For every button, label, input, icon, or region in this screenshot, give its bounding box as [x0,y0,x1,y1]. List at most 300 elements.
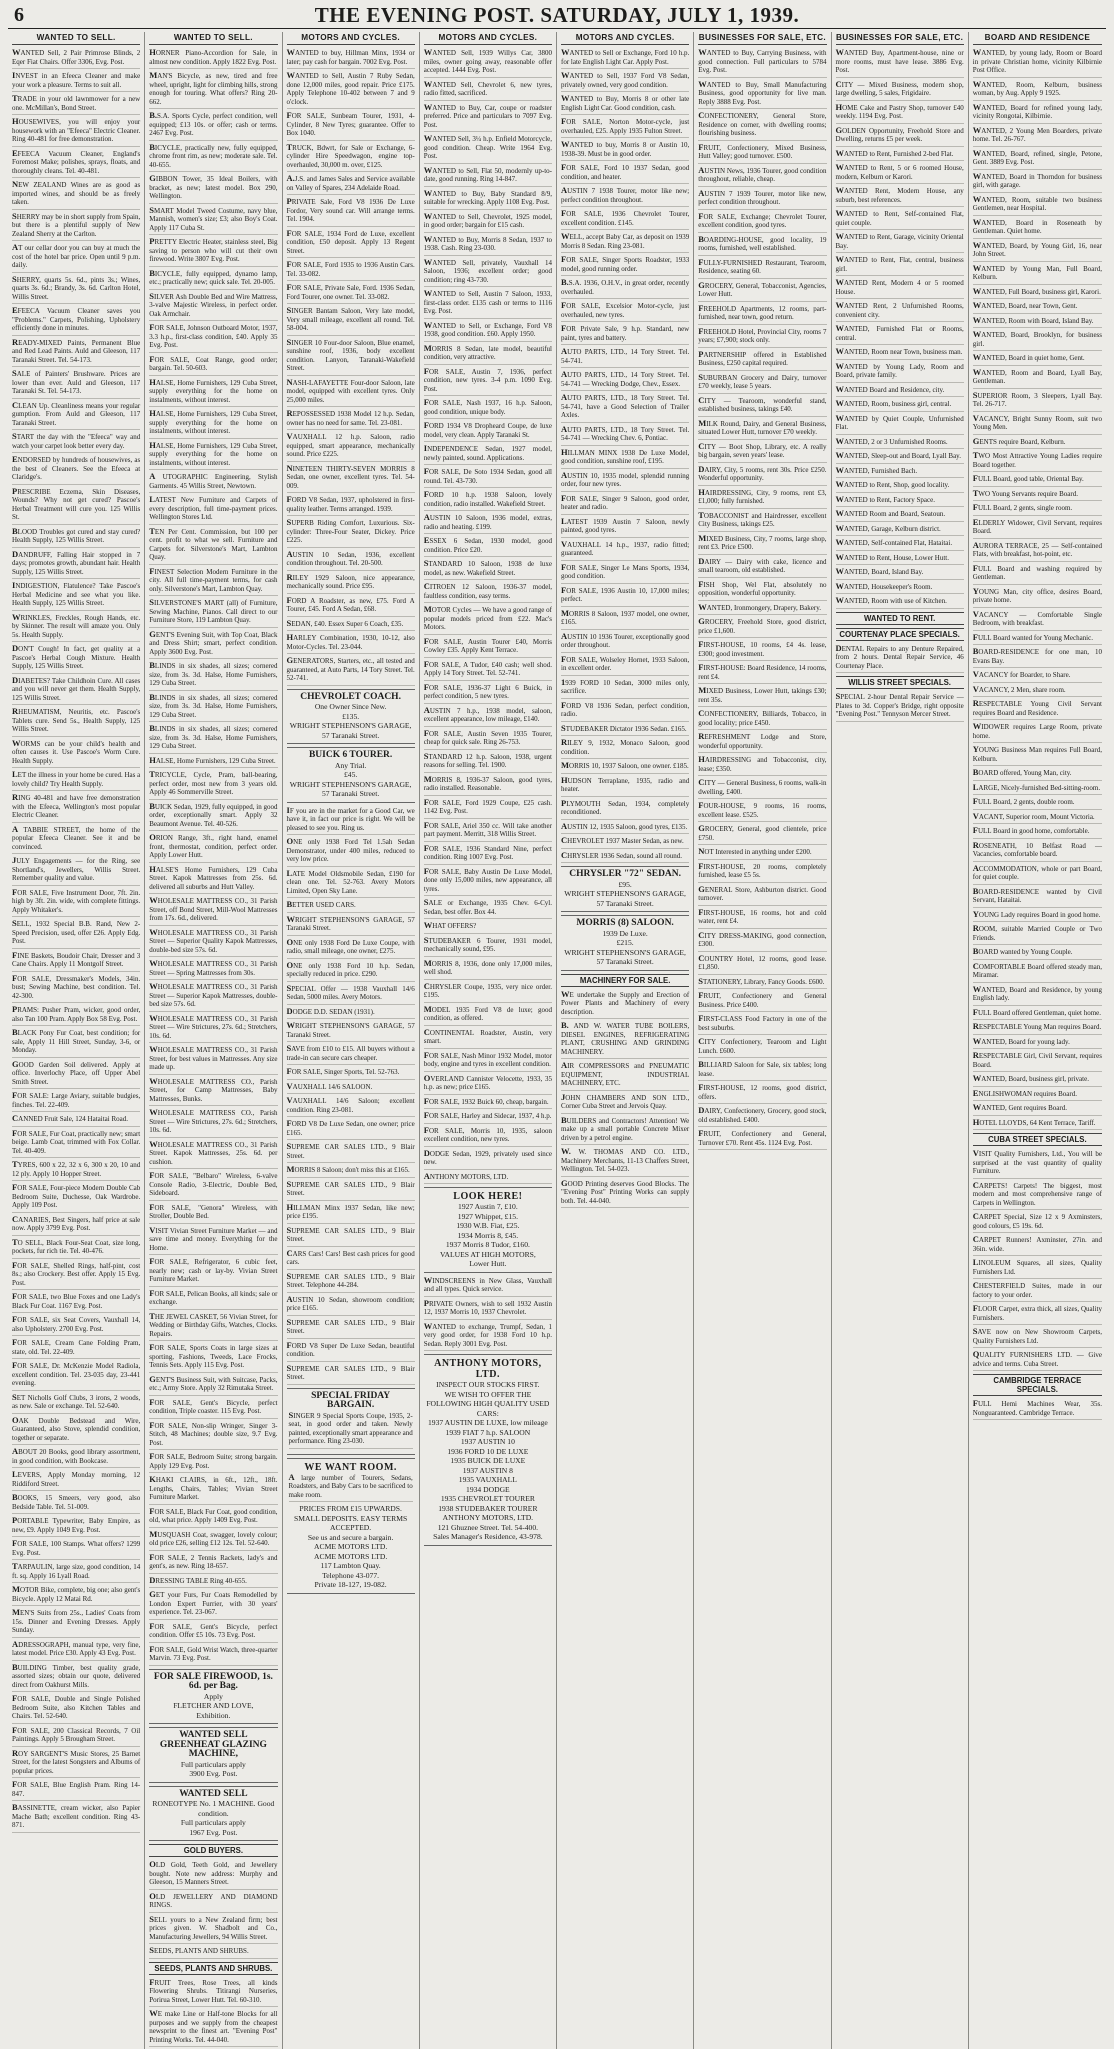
classified-ad: ABOUT 20 Books, good library assortment, in good condition, with Bookcase. [12,1447,140,1468]
box-line: 1937 AUSTIN 10 [460,1437,515,1446]
classified-ad: MIXED Business, City, 7 rooms, large shop, rent £3. Price £500. [698,534,826,555]
box-line: WRIGHT STEPHENSON'S GARAGE, [564,947,686,957]
we-want-room-box [287,1458,415,1594]
classified-ad: WANTED, Sleep-out and Board, Lyall Bay. [836,451,964,464]
ad-list [149,1978,277,2048]
classified-ad: CHRYSLER 1936 Sedan, sound all round. [561,851,689,864]
box-line: 1939 FIAT 7 h.p. SALOON [445,1427,531,1437]
classified-ad: SUPERB Riding Comfort, Luxurious. Six-cylinder: Three-Four Seater, Dickey. Price £225. [287,518,415,548]
classified-ad: FIRST-HOUSE, 20 rooms, completely furnished, lease £5 5s. [698,862,826,883]
classified-ad: HALSE, Home Furnishers, 129 Cuba Street, supply everything for the home on instalments, without interest. [149,409,277,439]
section-header-cambridge: CAMBRIDGE TERRACE SPECIALS. [973,1374,1102,1396]
classified-ad: WANTED, Board, near Town, Gent. [973,301,1102,314]
classified-ad: NINETEEN THIRTY-SEVEN MORRIS 8 Sedan, one owner, excellent tyres. Tel. 54-009. [287,464,415,494]
classified-ad: WANTED to Buy, Baby Standard 8/9, suitable for wrecking. Apply 1108 Evg. Post. [424,189,552,210]
classified-ad: WANTED, Board in Thorndon for business girl, with garage. [973,172,1102,193]
classified-ad: WANTED, Full Board, business girl, Karori. [973,287,1102,300]
classified-ad: AUTO PARTS, LTD., 18 Tory Street. Tel. 54-741 — Wrecking Chev. 6, Pontiac. [561,425,689,446]
classified-ad: 1939 FORD 10 Sedan, 3000 miles only, sacrifice. [561,678,689,699]
classified-ad: WANTED, Self-contained Flat, Hataitai. [836,538,964,551]
box-title: SPECIAL FRIDAY BARGAIN. [311,1390,391,1410]
classified-ad: SUPREME CAR SALES LTD., 9 Blair Street. Telephone 44-284. [287,1272,415,1293]
classified-ad: AUSTIN 10 Sedan, 1936, excellent condition throughout. Tel. 20-500. [287,550,415,571]
classified-ad: SPECIAL 2-hour Dental Repair Service — Plates to 3d. Copper's Bridge, right opposite "Evening Post." Tennyson Mercer Street. [836,692,964,722]
box-line: 1936 FORD 10 DE LUXE [447,1446,529,1456]
classified-ad: ROSENEATH, 10 Belfast Road — Vacancies, comfortable board. [973,841,1102,862]
box-line: Exhibition. [196,1710,231,1720]
classified-ad: FOR SALE, Black Fur Coat, good condition, old, what price. Apply 1409 Evg. Post. [149,1507,277,1528]
classified-ad: WANTED, Board in quiet home, Gent. [973,353,1102,366]
classified-ad: FOR SALE, Gent's Bicycle, perfect condition, Triple coaster. 115 Evg. Post. [149,1398,277,1419]
classified-ad: WANTED to Buy, Carrying Business, with good connection. Full particulars to 5784 Evg. Post. [698,48,826,78]
anthony-motors-box [424,1354,552,1546]
box-line: 117 Lambton Quay. [320,1561,381,1570]
classified-ad: INDEPENDENCE Sedan, 1927 model, newly painted, sound. Applications. [424,444,552,465]
classified-ad: AURORA TERRACE, 25 — Self-contained Flats, with breakfast, hot-point, etc. [973,541,1102,562]
classified-ad: COMFORTABLE Board offered steady man, Miramar. [973,962,1102,983]
classified-ad: FORD 1934 V8 Dropheard Coupe, de luxe model, very clean. Apply Taranaki St. [424,421,552,442]
classified-ad: BLACK Pony Fur Coat, best condition; for sale, Apply 11 Hill Street, Sunday, 3-6, or Monday. [12,1028,140,1058]
classified-ad: WANTED, Gent requires Board. [973,1103,1102,1116]
classified-ad: RILEY 9, 1932, Monaco Saloon, good condition. [561,738,689,759]
classified-ad: FINEST Selection Modern Furniture in the city. All full time-payment terms, for cash only. Silverstone's Mart, Lambton Quay. [149,567,277,597]
classified-ad: CITY — Tearoom, wonderful stand, established business, takings £40. [698,396,826,417]
classified-ad: FOR SALE, Blue English Pram. Ring 14-847. [12,1780,140,1801]
column-wanted-to-sell-1 [8,32,145,2049]
classified-ad: WANTED, by young lady, Room or Board in private Christian home, vicinity Kilbirnie Post Office. [973,48,1102,78]
classified-ad: DON'T Cough! In fact, get quality at a Pascoe's Herbal Cough Mixture. Health Supply, 125 Willis Street. [12,644,140,674]
classified-ad: WE undertake the Supply and Erection of Power Plants and Machinery of every description. [561,990,689,1020]
classified-ad: FOR SALE, Cream Cane Folding Pram, state, old. Tel. 22-409. [12,1338,140,1359]
classified-ad: FIRST-HOUSE, 16 rooms, hot and cold water, rent £4. [698,908,826,929]
classified-ad: GET your Furs, Fur Coats Remodelled by London Expert Furrier, with 30 years' experience. Tel. 23-067. [149,1590,277,1620]
classified-ad: FOR SALE, Pelican Books, all kinds; sale or exchange. [149,1289,277,1310]
classified-ad: FOR SALE, Sunbeam Tourer, 1931, 4-Cylinder, 8 New Tyres; guarantee. Offer to Box 1040. [287,111,415,141]
classified-ad: WANTED to Rent, Factory Space. [836,495,964,508]
classified-ad: FORD V8 Super De Luxe Sedan, beautiful condition. [287,1341,415,1362]
classified-ad: ESSEX 6 Sedan, 1930 model, good condition. Price £20. [424,536,552,557]
classified-ad: HOME Cake and Pastry Shop, turnover £40 weekly. 1194 Evg. Post. [836,103,964,124]
ad-list [287,48,415,686]
ad-list [149,1860,277,1959]
classified-ad: BUILDERS and Contractors! Attention! We make up a small portable Concrete Mixer driven by a petrol engine. [561,1116,689,1146]
classified-ad: SALE of Painters' Brushware. Prices are lower than ever. Auld and Gleeson, 117 Taranaki St. Tel. 54-173. [12,369,140,399]
classified-ad: AUSTIN 7 h.p., 1938 model, saloon, excellent appearance, low mileage, £140. [424,706,552,727]
classified-ad: FOR SALE, Harley and Sidecar, 1937, 4 h.p. [424,1111,552,1124]
classified-ad: VACANCY — Comfortable Single Bedroom, with breakfast. [973,610,1102,631]
classified-ad: DIABETES? Take Childhoin Cure. All cases and you will never get them. Health Supply, 125 Willis Street. [12,676,140,706]
classified-ad: WANTED to Sell, Flat 50, modernly up-to-date, good running. Ring 14-847. [424,166,552,187]
classified-ad: W. W. THOMAS AND CO. LTD., Machinery Merchants, 11-13 Chaffers Street, Wellington. Tel. 54-023. [561,1147,689,1177]
classified-ad: SUPREME CAR SALES LTD., 9 Blair Street. [287,1318,415,1339]
buick-tourer-box [287,747,415,803]
classified-ad: FOR SALE, 100 Stamps. What offers? 1299 Evg. Post. [12,1539,140,1560]
classified-ad: EFEECA Vacuum Cleaner saves you "Problems." Carpets, Polishing, Upholstery efficiently done in minutes. [12,306,140,336]
classified-ad: REPOSSESSED 1938 Model 12 h.p. Sedan, owner has no need for same. Tel. 23-081. [287,409,415,430]
classified-ad: FOUR-HOUSE, 9 rooms, 16 rooms, excellent lease. £525. [698,801,826,822]
classified-ad: FRUIT Trees, Rose Trees, all kinds Flowering Shrubs. Titirangi Nurseries, Porirua Street, Lower Hutt. Tel. 60-310. [149,1978,277,2008]
classified-ad: PRIVATE Sale, Ford V8 1936 De Luxe Fordor, Very sound car. Will arrange terms. Tel. 1904. [287,197,415,227]
classified-ad: WANTED to Sell, Austin 7 Saloon, 1933, first-class order. £135 cash or terms to 1116 Evg. Post. [424,289,552,319]
box-line: £45. [343,770,358,779]
box-subtitle: Apply [203,1691,223,1701]
classified-ad: PRETTY Electric Heater, stainless steel, Big saving to person who will cut their own firewood. Write 3807 Evg. Post. [149,237,277,267]
classified-ad: FOR SALE, Sports Coats in large sizes at sporting, Fashions, Tweeds, Lace Frocks, Tennis Sets. Apply 115 Evg. Post. [149,1343,277,1373]
classified-ad: WELL, accept Baby Car, as deposit on 1939 Morris 8 Sedan. Ring 23-081. [561,232,689,253]
classified-ad: PORTABLE Typewriter, Baby Empire, as new, £9. Apply 1049 Evg. Post. [12,1516,140,1537]
classified-ad: ENGLISHWOMAN requires Board. [973,1089,1102,1102]
classified-ad: WANTED, Room near Town, business man. [836,347,964,360]
classified-ad: WANTED to Sell or Exchange, Ford 10 h.p. for late English Light Car. Apply Post. [561,48,689,69]
box-lines [426,1202,550,1269]
classified-ad: FOR SALE, Nash Minor 1932 Model, motor body, engine and tyres in excellent condition. [424,1051,552,1072]
classified-ad: WHOLESALE MATTRESS CO., 31 Parish Street, for best values in Mattresses. Any size made up. [149,1045,277,1075]
column-header: MOTORS AND CYCLES. [561,32,689,45]
classified-ad: FRUIT, Confectionery and General Business. Price £400. [698,991,826,1012]
classified-ad: CANNED Fruit Sale, 124 Hataitai Road. [12,1114,140,1127]
classified-ad: FOR SALE, 1936 Austin 10, 17,000 miles; perfect. [561,586,689,607]
classified-ad: OLD Gold, Teeth Gold, and Jewellery bought. Note new address: Murphy and Gleeson, 15 Manners Street. [149,1860,277,1890]
classified-ad: WANTED to Sell, Austin 7 Ruby Sedan, done 12,000 miles, good repair. Price £175. Apply Telephone 10-402 between 7 and 9 o'clock. [287,71,415,109]
classified-ad: AUSTIN 7 1938 Tourer, motor like new; perfect condition throughout. [561,186,689,207]
classified-ad: STANDARD 12 h.p. Saloon, 1938, urgent reasons for selling. Tel. 1900. [424,752,552,773]
box-line: 1935 BUICK DE LUXE [450,1456,526,1465]
ad-list [836,692,964,722]
classified-ad: FOR SALE, Five Instrument Door, 7ft. 2in. high by 3ft. 2in. wide, with complete fittings. Apply Whitaker's. [12,888,140,918]
box-line: WRIGHT STEPHENSON'S GARAGE, [289,779,412,789]
classified-ad: BLINDS in six shades, all sizes; cornered size, from 3s. 3d. Halse, Home Furnishers, 129 Cuba Street. [149,693,277,723]
classified-ad: GROCERY, Freehold Store, good district, price £1,600. [698,617,826,638]
classified-ad: WANTED, Furnished Bach. [836,466,964,479]
classified-ad: PLYMOUTH Sedan, 1934, completely reconditioned. [561,799,689,820]
classified-ad: CARPET Runners! Axminster, 27in. and 36in. wide. [973,1235,1102,1256]
classified-ad: FOR SALE, Private Sale, Ford. 1936 Sedan, Ford Tourer, one owner. Tel. 33-082. [287,283,415,304]
classified-ad: AIR COMPRESSORS and PNEUMATIC EQUIPMENT, INDUSTRIAL MACHINERY, ETC. [561,1061,689,1091]
page-number: 6 [14,4,24,26]
classified-ad: FREEHOLD Hotel, Provincial City, rooms 7 years; £7,900; stock only. [698,327,826,348]
box-line: Any Trial. [335,760,367,770]
box-title: LOOK HERE! [453,1191,523,1202]
classified-ad: HALSE, Home Furnishers, 129 Cuba Street. [149,756,277,769]
classified-ad: FORD A Roadster, as new, £75. Ford A Tourer, £45. Ford A Sedan, £68. [287,596,415,617]
column-businesses-for-sale-1 [694,32,831,2049]
box-line: 57 Taranaki Street. [596,957,654,966]
classified-ad: WANTED Sell, Chevrolet 6, new tyres, radio fitted, sacrificed. [424,80,552,101]
ad-list [973,1149,1102,1371]
classified-ad: NASH-LAFAYETTE Four-door Saloon, late model, equipped with excellent tyres. Only 25,000 miles. [287,378,415,408]
classified-ad: AUSTIN 7 1939 Tourer, motor like new, perfect condition throughout. [698,189,826,210]
classified-ad: SUBURBAN Grocery and Dairy, turnover £70 weekly, lease 5 years. [698,373,826,394]
classified-ad: STUDEBAKER 6 Tourer, 1931 model, mechanically sound, £95. [424,936,552,957]
classified-ad: WANTED Rent, Modern House, any suburb, best references. [836,186,964,207]
ad-list [698,48,826,1150]
classified-ad: WE make Line or Half-tone Blocks for all purposes and we supply from the cheapest newsprint to the finest art. "Evening Post" Printing Works. Tel. 44-040. [149,2009,277,2047]
section-header-gold-buyers: GOLD BUYERS. [149,1844,277,1857]
classified-ad: MOTOR Cycles — We have a good range of popular models priced from £22. Mac's Motors. [424,605,552,635]
classified-ad: RING 40-481 and have free demonstration with the Efeeca, Wellington's most popular Electric Cleaner. [12,793,140,823]
classified-ad: FOR SALE, De Soto 1934 Sedan, good all round. Tel. 43-730. [424,467,552,488]
classified-ad: FOR SALE, Four-piece Modern Double Cab Bedroom Suite, Duchesse, Oak Wardrobe. Apply 109 Post. [12,1183,140,1213]
classified-ad: TEN Per Cent. Commission, but 100 per cent. profit to what we sell. Furniture and Carpets for. Silverstone's Mart, Lambton Quay. [149,527,277,565]
classified-ad: FREEHOLD Apartments, 12 rooms, part-furnished, near town, good return. [698,304,826,325]
classified-ad: LARGE, Nicely-furnished Bed-sitting-room. [973,783,1102,796]
classified-ad: FOR SALE, "Belbaro" Wireless, 6-valve Console Radio, 3-Electric, Double Bed, Sideboard. [149,1171,277,1201]
classified-ad: HORNER Piano-Accordion for Sale, in almost new condition. Apply 1822 Evg. Post. [149,48,277,69]
box-lines [563,929,687,967]
box-line: 1935 VAUXHALL [458,1475,517,1484]
classified-ad: B.S.A. 1936, O.H.V., in great order, recently overhauled. [561,278,689,299]
classified-ad: CARPET Special, Size 12 x 9 Axminsters, good colours, £5 19s. 6d. [973,1212,1102,1233]
classified-ad: DODGE D.D. SEDAN (1931). [287,1007,415,1020]
morris-saloon-box [561,915,689,971]
box-line: 1937 Morris 8 Tudor, £160. [445,1240,530,1249]
classified-ad: RESPECTABLE Girl, Civil Servant, requires Board. [973,1051,1102,1072]
classified-ad: MEN'S Suits from 25s., Ladies' Coats from 15s. Dinner and Evening Dresses. Apply Sunday. [12,1608,140,1638]
classified-ad: STATIONERY, Library, Fancy Goods. £600. [698,977,826,990]
classified-ad: FOR SALE, Gent's Bicycle, perfect condition. Offer £5 10s. 73 Evg. Post. [149,1622,277,1643]
classified-ad: FOR SALE, 1936-37 Light 6 Buick, in perfect condition, 5 new tyres. [424,683,552,704]
classified-ad: WANTED, Garage, Kelburn district. [836,524,964,537]
classified-ad: FINE Baskets, Boudoir Chair, Dresser and 3 Cane Chairs. Apply 11 Montgolf Street. [12,951,140,972]
box-title: BUICK 6 TOURER. [308,750,393,760]
ad-list [561,48,689,863]
classified-ad: ELDERLY Widower, Civil Servant, requires Board. [973,518,1102,539]
classified-ad: HOTEL LLOYDS, 64 Kent Terrace, Tariff. [973,1118,1102,1131]
classified-ad: QUALITY FURNISHERS LTD. — Give advice and terms. Cuba Street. [973,1350,1102,1371]
classified-ad: CONFECTIONERY, General Store, Residence on corner, with dwelling rooms; flourishing business. [698,111,826,141]
classified-ad: HUDSON Terraplane, 1935, radio and heater. [561,776,689,797]
classified-ad: FOR SALE, 2 Tennis Rackets, lady's and gent's, as new. Ring 18-657. [149,1553,277,1574]
classified-ad: WRIGHT STEPHENSON'S GARAGE, 57 Taranaki Street. [287,1021,415,1042]
classified-ad: WHAT OFFERS? [424,921,552,934]
classified-ad: LINOLEUM Squares, all sizes, Quality Furnishers Ltd. [973,1258,1102,1279]
classified-ad: FOR SALE, Morris 10, 1935, saloon excellent condition, new tyres. [424,1126,552,1147]
classified-ad: ADRESSOGRAPH, manual type, very fine, latest model. Price £30. Apply 43 Evg. Post. [12,1640,140,1661]
classified-ad: WANTED Rent, Modern 4 or 5 roomed House. [836,278,964,299]
classified-ad: JULY Engagements — for the Ring, see Shortland's, Jewellers, Willis Street. Remember quality and value. [12,856,140,886]
column-motors-and-cycles-3 [557,32,694,2049]
classified-ad: FOR SALE, 1934 Ford de Luxe, excellent condition, £50 deposit. Apply 13 Regent Street. [287,229,415,259]
box-line: WRIGHT STEPHENSON'S GARAGE, [289,721,412,730]
classified-ad: SPECIAL Offer — 1938 Vauxhall 14/6 Sedan, 5000 miles. Avery Motors. [287,984,415,1005]
classified-ad: VAUXHALL 14/6 SALOON. [287,1082,415,1095]
classified-ad: AUTO PARTS, LTD., 14 Tory Street. Tel. 54-741 — Wrecking Dodge, Chev., Essex. [561,370,689,391]
classified-ad: THE JEWEL CASKET, 56 Vivian Street, for Wedding or Birthday Gifts, Watches, Clocks. Repairs. [149,1312,277,1342]
classified-ad: MAN'S Bicycle, as new, tired and free wheel, upright, light for climbing hills, strong enough for touring. What offers? Ring 20-662. [149,71,277,109]
column-header: WANTED TO SELL. [12,32,140,45]
classified-ad: SUPREME CAR SALES LTD., 9 Blair Street. [287,1142,415,1163]
classified-ad: FOR SALE: Large Aviary, suitable budgies, finches. Tel. 22-409. [12,1091,140,1112]
classified-ad: SUPREME CAR SALES LTD., 9 Blair Street. [287,1180,415,1201]
ad-list [287,806,415,1385]
classified-ad: ONE only 1938 Ford De Luxe Coupe, with radio, small mileage, one owner, £275. [287,938,415,959]
classified-ad: FOR SALE, six Seat Covers, Vauxhall 14, also Upholstery. 2700 Evg. Post. [12,1315,140,1336]
classified-ad: ACCOMMODATION, whole or part Board, for quiet couple. [973,864,1102,885]
classified-ad: FOR SALE, Austin Seven 1935 Tourer, cheap for quick sale. Ring 26-753. [424,729,552,750]
classified-ad: COUNTRY Hotel, 12 rooms, good lease. £1,850. [698,954,826,975]
classified-ad: WANTED, Board and Residence, by young English lady. [973,985,1102,1006]
box-lines [563,880,687,909]
classified-ad: CITY DRESS-MAKING, good connection, £300. [698,931,826,952]
classified-ad: HALSE'S Home Furnishers, 129 Cuba Street. Kapok Mattresses from 25s. 6d. delivered all suburbs and Hutt Valley. [149,865,277,895]
classified-ad: FOR SALE, Austin Tourer £40, Morris Cowley £35. Apply Kent Terrace. [424,637,552,658]
classified-ad: WANTED to Buy, Morris 8 Sedan, 1937 to 1938. Cash. Ring 23-030. [424,235,552,256]
classified-ad: CONTINENTAL Roadster, Austin, very smart. [424,1028,552,1049]
classified-ad: FOR SALE, Exchange; Chevrolet Tourer, excellent condition, good tyres. [698,212,826,233]
classified-ad: JOHN CHAMBERS AND SON LTD., Corner Cuba Street and Jervois Quay. [561,1093,689,1114]
classified-ad: FLOOR Carpet, extra thick, all sizes, Quality Furnishers. [973,1304,1102,1325]
classified-ad: WANTED to Buy, Small Manufacturing Business, good opportunity for live man. Reply 3888 Evg. Post. [698,80,826,110]
classified-ad: FULLY-FURNISHED Restaurant, Tearoom, Residence, seating 60. [698,258,826,279]
classified-ad: FRUIT, Confectionery, Mixed Business, Hutt Valley; good turnover. £500. [698,143,826,164]
ad-list [836,48,964,609]
classified-ad: CHEVROLET 1937 Master Sedan, as new. [561,836,689,849]
classified-ad: BILLIARD Saloon for Sale, six tables; long lease. [698,1060,826,1081]
classified-ad: FOR SALE, Johnson Outboard Motor, 1937, 3.3 h.p., first-class condition, £40. Apply 35 Evg. Post. [149,323,277,353]
classified-ad: HOUSEWIVES, you will enjoy your housework with an "Efeeca" Electric Cleaner. Ring 40-481 for free demonstration. [12,117,140,147]
classified-ad: VACANT, Superior room, Mount Victoria. [973,812,1102,825]
classified-ad: WANTED, Room, business girl, central. [836,399,964,412]
classified-ad: BOARD wanted by Young Couple. [973,947,1102,960]
classified-ad: SEDAN, £40. Essex Super 6 Coach, £35. [287,619,415,632]
box-title: WANTED SELL GREENHEAT GLAZING MACHINE, [159,1730,267,1759]
classified-ad: BUILDING Timber, best quality grade, assorted sizes; obtain our quote, delivered direct from Oakhurst Mills. [12,1663,140,1693]
box-line: Telephone 43-077. [322,1570,380,1580]
classified-ad: FOR SALE, Nash 1937, 16 h.p. Saloon, good condition, unique body. [424,398,552,419]
classified-ad: WANTED to Rent, Shop, good locality. [836,480,964,493]
classified-ad: FORD V8 1936 Sedan, perfect condition, radio. [561,701,689,722]
classified-ad: ORION Range, 3ft., right hand, enamel front, thermostat, condition, perfect order. Apply Lower Hutt. [149,833,277,863]
classified-ad: WANTED, Board in Roseneath by Gentleman. Quiet home. [973,218,1102,239]
classified-ad: TO SELL, Black Four-Seat Coat, size long, pockets, fur rich tie. Tel. 40-476. [12,1238,140,1259]
classified-ad: WANTED to Rent, 5 or 6 roomed House, modern, Kelburn or Karori. [836,163,964,184]
classified-ad: BASSINETTE, cream wicker, also Papier Mache Bath; excellent condition. Ring 43-871. [12,1803,140,1833]
classified-ad: DAIRY, City, 5 rooms, rent 30s. Price £250. Wonderful opportunity. [698,465,826,486]
classified-ad: BLOOD Troubles got cured and stay cured? Health Supply, 125 Willis Street. [12,527,140,548]
classified-ad: WANTED, 2 or 3 Unfurnished Rooms. [836,437,964,450]
classified-ad: CARS Cars! Cars! Best cash prices for good cars. [287,1249,415,1270]
classified-ad: MILK Round, Dairy, and General Business, situated Lower Hutt, turnover £70 weekly. [698,419,826,440]
classified-ad: FOR SALE, Dr. McKenzie Model Radiola, excellent condition. Tel. 23-035 day, 23-441 evening. [12,1361,140,1391]
classified-ad: TRUCK, Bdwrt, for Sale or Exchange, 6-cylinder Hire Speedwagon, engine top-overhauled, 30,000 m. over, £125. [287,143,415,173]
classified-ad: SUPERIOR Room, 3 Sleepers, Lyall Bay. Tel. 26-717. [973,391,1102,412]
classified-ad: REFRESHMENT Lodge and Store, wonderful opportunity. [698,732,826,753]
look-here-box [424,1187,552,1273]
classified-ad: FORD V8 Sedan, 1937, upholstered in first-quality leather. Terms arranged. 1939. [287,495,415,516]
classified-ad: AUSTIN 10 Saloon, 1936 model, extras, radio and heating. £199. [424,513,552,534]
classified-ad: WANTED to Buy, Car, coupe or roadster preferred. Price and particulars to 7097 Evg. Post. [424,103,552,133]
box-lines [151,1799,275,1837]
classified-ad: CONFECTIONERY, Billiards, Tobacco, in good locality; price £450. [698,709,826,730]
classified-ad: GIBBON Tower, 35 Ideal Boilers, with bracket, as new; latest model. Box 290, Wellington. [149,174,277,204]
classified-ad: FULL Board wanted for Young Mechanic. [973,633,1102,646]
classified-ad: AUTO PARTS, LTD., 14 Tory Street. Tel. 54-741. [561,347,689,368]
classified-ad: SAVE from £10 to £15. All buyers without a trade-in can secure cars cheaper. [287,1044,415,1065]
classified-ad: MORRIS 8 Saloon; don't miss this at £165. [287,1165,415,1178]
classified-ad: WANTED Buy, Apartment-house, nine or more rooms, must have lease. 3886 Evg. Post. [836,48,964,78]
classified-ad: CHRYSLER Coupe, 1935, very nice order. £195. [424,982,552,1003]
classified-ad: SILVER Ash Double Bed and Wire Mattress, 3-valve Majestic Wireless, in perfect order. Oak Armchair. [149,292,277,322]
box-lines [289,702,413,740]
box-lines [289,1504,413,1590]
box-title: WANTED SELL [179,1788,248,1799]
classified-ad: FULL Board, 2 gents, single room. [973,503,1102,516]
classified-ad: A TABBIE STREET, the home of the popular Efeeca Cleaner. See it and be convinced. [12,825,140,855]
classified-ad: WANTED, Board for refined young lady, vicinity Rongotai, Kilbirnie. [973,103,1102,124]
classified-ad: VISIT Vivian Street Furniture Market — and save time and money. Everything for the Home. [149,1226,277,1256]
classified-ad: VISIT Quality Furnishers, Ltd., You will be surprised at the vast quantity of quality Furniture. [973,1149,1102,1179]
classified-ad: FOR SALE, Shelled Rings, half-pint, cost 8s.; also Crockery. Best offer. Apply 15 Evg. Post. [12,1261,140,1291]
classified-ad: GOOD Printing deserves Good Blocks. The "Evening Post" Printing Works can supply both. Tel. 44-040. [561,1179,689,1209]
box-line: 1935 CHEVROLET TOURER [440,1494,535,1503]
classified-ad: CITROEN 12 Saloon, 1936-37 model, faultless condition, easy terms. [424,582,552,603]
ad-list [973,1399,1102,1420]
classified-ad: OAK Double Bedstead and Wire, Guaranteed, also Stove, splendid condition, together or separate. [12,1416,140,1446]
section-header-seeds: SEEDS, PLANTS AND SHRUBS. [149,1962,277,1975]
box-line: 57 Taranaki Street. [321,730,380,740]
classified-ad: FOR SALE, Dressmaker's Models, 34in. bust; Sewing Machine, best condition. Tel. 42-300. [12,974,140,1004]
classified-ad: FRUIT, Confectionery and General, Turnover £70. Rent 45s. 1124 Evg. Post. [698,1129,826,1150]
classified-ad: WHOLESALE MATTRESS CO., 31 Parish Street — Superior Quality Kapok Mattresses, double-bed size 57s. 6d. [149,928,277,958]
classified-ad: WANTED to Sell, 1937 Ford V8 Sedan, privately owned, very good condition. [561,71,689,92]
classified-ad: FOR SALE, Singer 9 Saloon, good order, heater and radio. [561,494,689,515]
classified-ad: BOARD-RESIDENCE for one man, 10 Evans Bay. [973,647,1102,668]
classified-ad: DANDRUFF, Falling Hair stopped in 7 days; promotes growth, abundant hair. Health Supply, 125 Willis Street. [12,550,140,580]
classified-ad: RESPECTABLE Young Civil Servant requires Board and Residence. [973,699,1102,720]
classified-ad: CITY — General Business, 6 rooms, walk-in dwelling, £400. [698,778,826,799]
classified-ad: AUSTIN 12, 1935 Saloon, good tyres, £135. [561,822,689,835]
classified-ad: LATEST New Furniture and Carpets of every description, full time-payment prices. Wellington Stores Ltd. [149,495,277,525]
classified-ad: GENTS require Board, Kelburn. [973,437,1102,450]
classified-ad: VACANCY for Boarder, to Share. [973,670,1102,683]
classified-ad: WANTED, Furnished Flat or Rooms, central. [836,324,964,345]
ad-list [973,48,1102,1130]
box-title: CHRYSLER "72" SEDAN. [569,869,682,879]
box-line: ACME MOTORS LTD. [314,1551,388,1561]
classified-ad: FOR SALE, Ford 1935 to 1936 Austin Cars. Tel. 33-082. [287,260,415,281]
classified-ad: VAUXHALL 14/6 Saloon; excellent condition. Ring 23-081. [287,1096,415,1117]
box-lines [151,1701,275,1720]
box-line: RONEOTYPE No. 1 MACHINE. Good condition. [152,1799,275,1818]
classified-ad: WANTED to buy, Morris 8 or Austin 10, 1938-39. Must be in good order. [561,140,689,161]
classified-ad: WIDOWER requires Large Room, private home. [973,722,1102,743]
ad-list [12,48,140,1833]
column-motors-and-cycles-2 [420,32,557,2049]
classified-ad: CITY Confectionery, Tearoom and Light Lunch. £600. [698,1037,826,1058]
classified-ad: FIRST-CLASS Food Factory in one of the best suburbs. [698,1014,826,1035]
box-line: WE WISH TO OFFER THE FOLLOWING HIGH QUALITY USED CARS: [426,1389,550,1418]
box-line: 1967 Evg. Post. [189,1827,238,1837]
classified-ad: WANTED to Buy, Morris 8 or other late English Light Car. Good condition, cash. [561,94,689,115]
classified-ad: WANTED to Rent, Furnished 2-bed Flat. [836,149,964,162]
box-line: Full particulars apply [180,1818,246,1827]
classified-ad: BOARD-RESIDENCE wanted by Civil Servant, Hataitai. [973,887,1102,908]
classified-ad: AUSTIN 10, 1935 model, splendid running order, four new tyres. [561,471,689,492]
classified-ad: YOUNG Man, city office, desires Board, private home. [973,587,1102,608]
classified-ad: FOR SALE, Bedroom Suite; strong bargain. Apply 129 Evg. Post. [149,1452,277,1473]
classified-ad: SEEDS, PLANTS AND SHRUBS. [149,1946,277,1959]
classified-ad: FULL Board offered Gentleman, quiet home. [973,1008,1102,1021]
classified-ad: PRESCRIBE Eczema, Skin Diseases, Wounds? Why not get cured? Pascoe's Herbal Treatment will cure you. 125 Willis St. [12,487,140,525]
classified-ad: GENT'S Business Suit, with Suitcase, Packs, etc.; Army Store. Apply 32 Rimutaka Street. [149,1375,277,1396]
classified-ad: B.S.A. Sports Cycle, perfect condition, well equipped; £13 10s. or offer; cash or terms. 2467 Evg. Post. [149,111,277,141]
classified-ad: WANTED, Board, by Young Girl, 16, near John Street. [973,241,1102,262]
classified-ad: GENT'S Evening Suit, with Top Coat, Black and Dress Shirt; smart, perfect condition. Apply 3600 Evg. Post. [149,630,277,660]
box-line: 3900 Evg. Post. [189,1769,238,1778]
classified-ad: READY-MIXED Paints, Permanent Blue and Red Lead Paints. Auld and Gleeson, 117 Taranaki Street. Tel. 54-173. [12,338,140,368]
classified-ad: WANTED, Room and Board, Lyall Bay, Gentleman. [973,368,1102,389]
classified-ad: FOR SALE, Singer Le Mans Sports, 1934, good condition. [561,563,689,584]
